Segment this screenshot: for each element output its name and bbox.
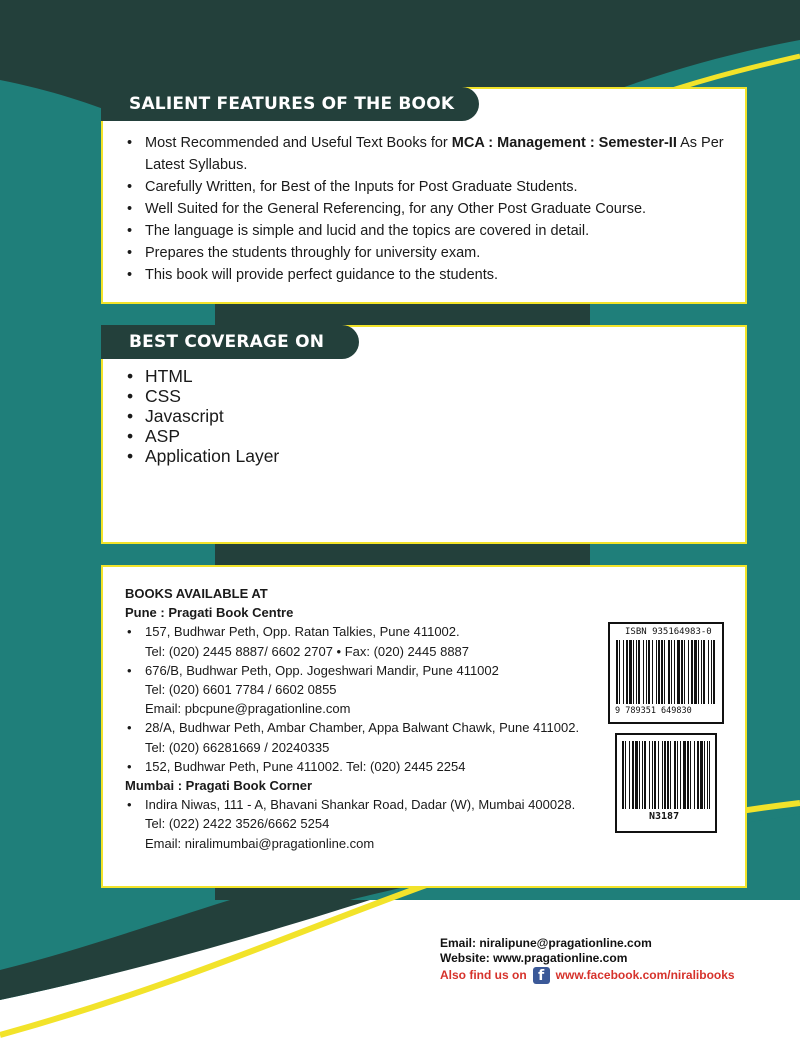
stores-panel — [101, 565, 747, 888]
store-item — [125, 795, 615, 853]
coverage-panel — [101, 325, 747, 544]
product-code: N3187 — [649, 811, 680, 822]
coverage-item: • CSS — [125, 386, 279, 406]
feature-text: Carefully Written, for Best of the Inputs for Post Graduate Students. — [145, 179, 578, 195]
find-us-label: Also find us on — [440, 968, 527, 982]
features-list — [125, 132, 735, 286]
footer-contact — [440, 936, 735, 984]
features-heading: SALIENT FEATURES OF THE BOOK — [101, 87, 479, 121]
features-panel — [101, 87, 747, 304]
feature-item — [125, 176, 735, 198]
feature-item — [125, 198, 735, 220]
isbn-label: ISBN 935164983-0 — [625, 627, 712, 637]
feature-text: Most Recommended and Useful Text Books for — [145, 135, 452, 151]
feature-text: The language is simple and lucid and the topics are covered in detail. — [145, 223, 590, 239]
footer-email[interactable]: Email: niralipune@pragationline.com — [440, 936, 652, 950]
mumbai-store-list — [125, 795, 615, 853]
footer-website[interactable]: Website: www.pragationline.com — [440, 951, 628, 965]
isbn-digits: 9 789351 649830 — [615, 706, 692, 716]
store-email[interactable]: Email: pbcpune@pragationline.com — [145, 701, 351, 717]
store-address: • 28/A, Budhwar Peth, Ambar Chamber, Appa Balwant Chawk, Pune 411002. — [145, 720, 580, 736]
coverage-item: • ASP — [125, 426, 279, 446]
isbn-bars — [616, 640, 716, 704]
pune-store-list — [125, 622, 615, 776]
store-phone: Tel: (020) 66281669 / 20240335 — [145, 739, 330, 755]
coverage-item: • Javascript — [125, 406, 279, 426]
feature-text-cont: As Per Latest Syllabus. — [145, 135, 724, 173]
feature-text: This book will provide perfect guidance to the students. — [145, 267, 499, 283]
store-item — [125, 622, 615, 660]
store-phone: Tel: (022) 2422 3526/6662 5254 — [145, 816, 330, 832]
coverage-heading: BEST COVERAGE ON — [101, 325, 359, 359]
feature-item — [125, 220, 735, 242]
store-phone: Tel: (020) 6601 7784 / 6602 0855 — [145, 682, 337, 698]
product-barcode — [615, 733, 717, 833]
facebook-line — [440, 967, 735, 984]
feature-emphasis: MCA : Management : Semester-II — [451, 135, 677, 151]
stores-content — [125, 584, 615, 853]
store-address: • Indira Niwas, 111 - A, Bhavani Shankar Road, Dadar (W), Mumbai 400028. — [145, 797, 576, 813]
store-item — [125, 661, 615, 719]
feature-item — [125, 242, 735, 264]
feature-text: Well Suited for the General Referencing, for any Other Post Graduate Course. — [145, 201, 647, 217]
store-address: • 676/B, Budhwar Peth, Opp. Jogeshwari Mandir, Pune 411002 — [145, 662, 499, 678]
pune-heading: Pune : Pragati Book Centre — [125, 605, 294, 621]
coverage-item: • Application Layer — [125, 446, 279, 466]
feature-item — [125, 132, 735, 176]
store-item — [125, 718, 615, 756]
isbn-barcode — [608, 622, 724, 724]
store-address: • 152, Budhwar Peth, Pune 411002. Tel: (020) 2445 2254 — [145, 758, 466, 774]
stores-title: BOOKS AVAILABLE AT — [125, 586, 268, 601]
mumbai-heading: Mumbai : Pragati Book Corner — [125, 778, 313, 794]
coverage-item: • HTML — [125, 366, 279, 386]
store-email[interactable]: Email: niralimumbai@pragationline.com — [145, 835, 375, 851]
store-phone: Tel: (020) 2445 8887/ 6602 2707 • Fax: (020) 2445 8887 — [145, 643, 470, 659]
feature-item — [125, 264, 735, 286]
facebook-link[interactable]: www.facebook.com/niralibooks — [555, 968, 735, 982]
store-item — [125, 757, 615, 776]
coverage-list — [125, 366, 279, 466]
feature-text: Prepares the students throughly for university exam. — [145, 245, 481, 261]
store-address: • 157, Budhwar Peth, Opp. Ratan Talkies, Pune 411002. — [145, 624, 460, 640]
facebook-icon[interactable]: f — [533, 967, 550, 984]
product-bars — [622, 741, 710, 809]
